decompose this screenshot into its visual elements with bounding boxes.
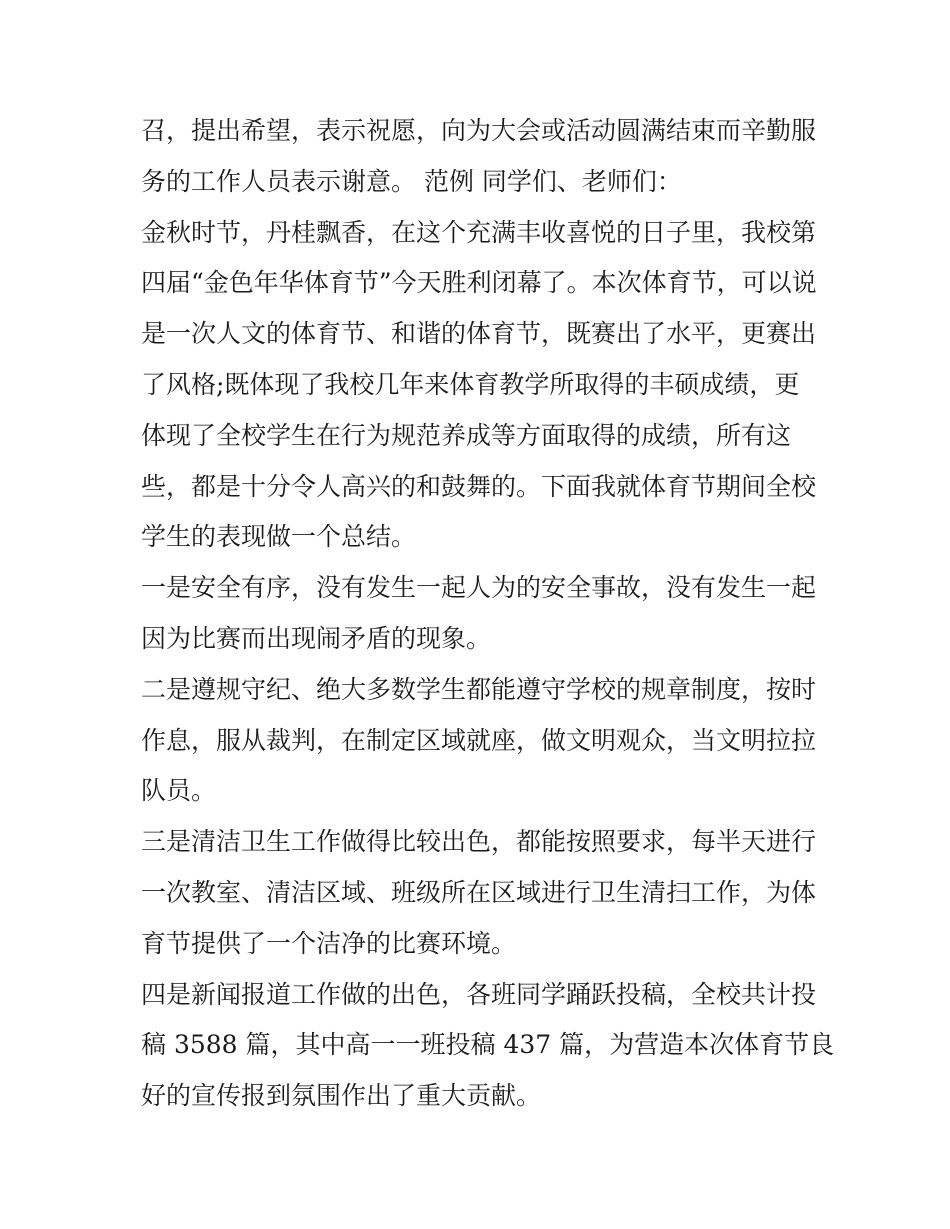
text-line: 稿 3588 篇，其中高一一班投稿 437 篇，为营造本次体育节良: [141, 1030, 835, 1060]
text-line: 一次教室、清洁区域、班级所在区域进行卫生清扫工作，为体: [141, 877, 817, 907]
text-line: 四是新闻报道工作做的出色，各班同学踊跃投稿，全校共计投: [141, 979, 817, 1009]
text-line: 体现了全校学生在行为规范养成等方面取得的成绩，所有这: [141, 420, 792, 450]
text-line: 金秋时节，丹桂飘香，在这个充满丰收喜悦的日子里，我校第: [141, 217, 817, 247]
text-line: 作息，服从裁判，在制定区域就座，做文明观众，当文明拉拉: [141, 725, 817, 755]
text-line: 学生的表现做一个总结。: [141, 522, 417, 552]
document-body: [141, 106, 835, 1122]
text-line: 因为比赛而出现闹矛盾的现象。: [141, 623, 492, 653]
text-line: 好的宣传报到氛围作出了重大贡献。: [141, 1081, 542, 1111]
text-line: 些，都是十分令人高兴的和鼓舞的。下面我就体育节期间全校: [141, 471, 817, 501]
text-line: 四届“金色年华体育节”今天胜利闭幕了。本次体育节，可以说: [141, 268, 817, 298]
text-line: 召，提出希望，表示祝愿，向为大会或活动圆满结束而辛勤服: [141, 116, 817, 145]
text-line: 了风格;既体现了我校几年来体育教学所取得的丰硕成绩，更: [141, 369, 800, 399]
text-line: 队员。: [141, 776, 217, 806]
text-line: 育节提供了一个洁净的比赛环境。: [141, 928, 517, 958]
text-line: 一是安全有序，没有发生一起人为的安全事故，没有发生一起: [141, 573, 817, 603]
text-line: 三是清洁卫生工作做得比较出色，都能按照要求，每半天进行: [141, 827, 817, 857]
text-line: 是一次人文的体育节、和谐的体育节，既赛出了水平，更赛出: [141, 319, 817, 349]
text-line: 二是遵规守纪、绝大多数学生都能遵守学校的规章制度，按时: [141, 674, 817, 704]
text-line: 务的工作人员表示谢意。 范例 同学们、老师们：: [141, 166, 682, 196]
